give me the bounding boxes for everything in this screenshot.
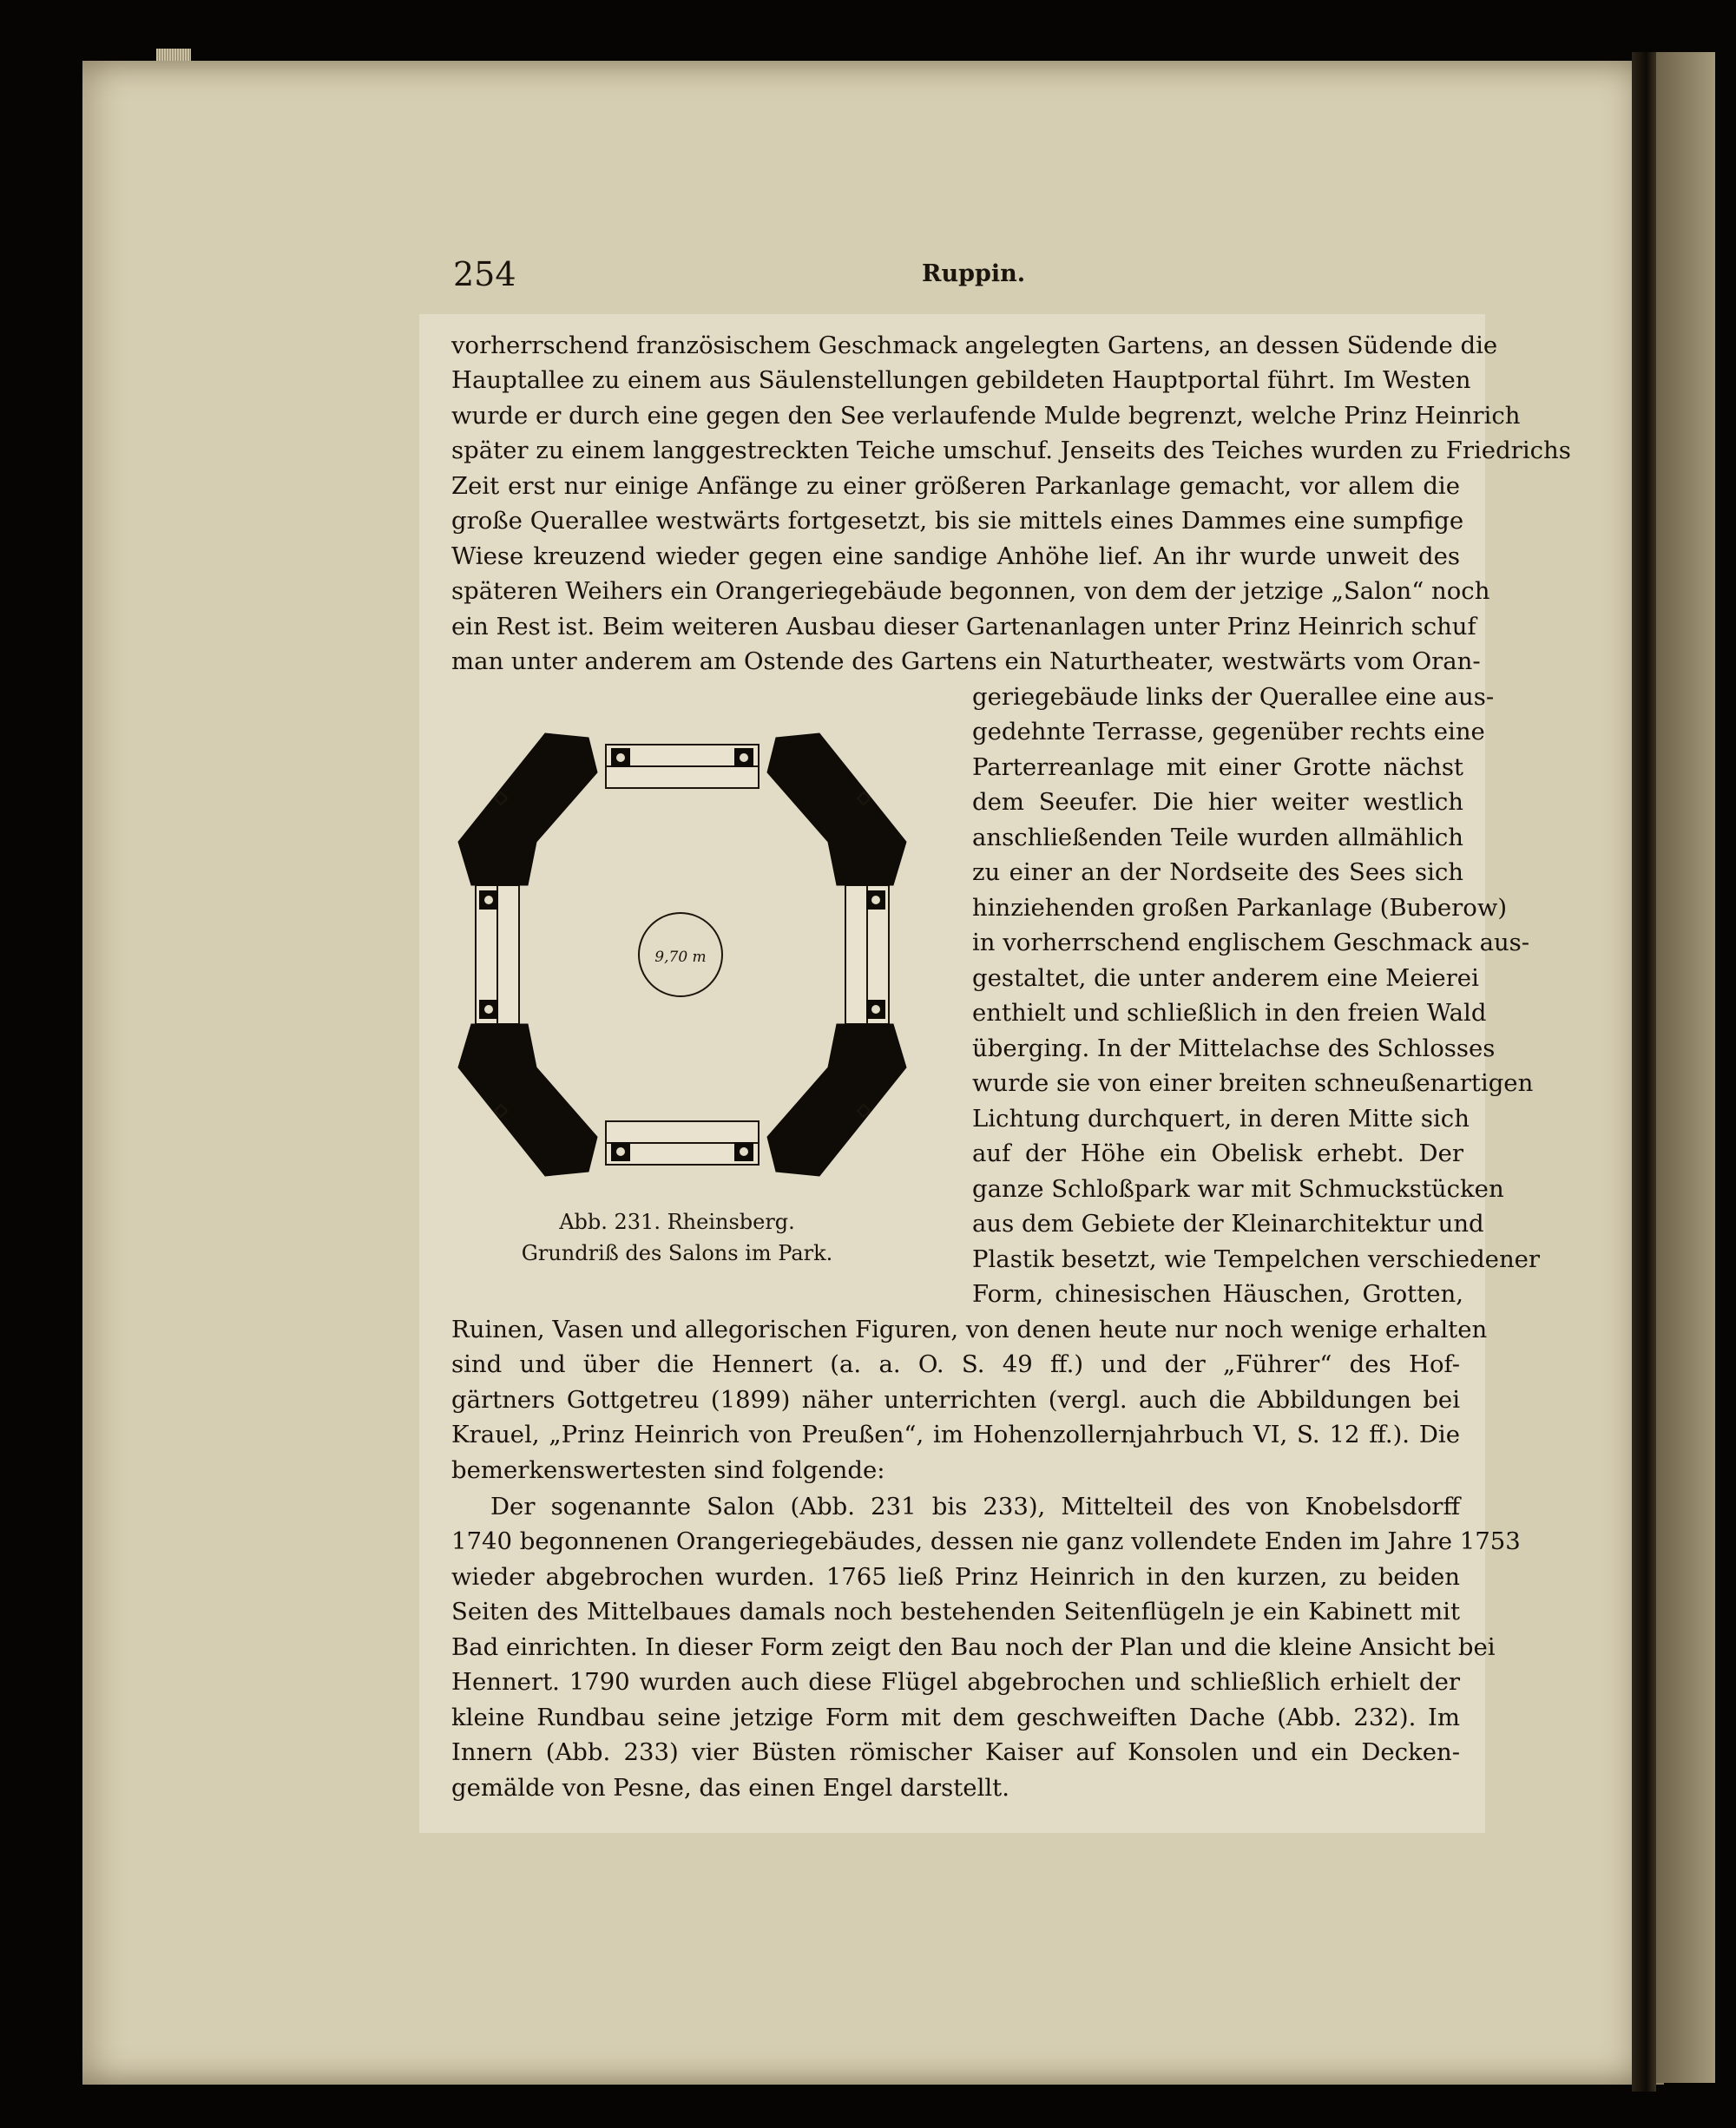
text-line: wurde er durch eine gegen den See verlaufende Mulde begrenzt, welche Prinz Heinrich (451, 402, 1521, 430)
text-line: gemälde von Pesne, das einen Engel darstellt. (451, 1774, 1009, 1802)
text-line: dem Seeufer. Die hier weiter westlich (972, 788, 1463, 816)
page-number: 254 (453, 255, 516, 293)
text-line: 1740 begonnenen Orangeriegebäudes, dessen nie ganz vollendete Enden im Jahre 1753 (451, 1527, 1521, 1555)
text-line: ganze Schloßpark war mit Schmuckstücken (972, 1175, 1504, 1203)
text-line: Hauptallee zu einem aus Säulenstellungen gebildeten Hauptportal führt. Im Westen (451, 366, 1471, 394)
text-line: Der sogenannte Salon (Abb. 231 bis 233), Mittelteil des von Knobelsdorff (490, 1493, 1460, 1520)
text-line: anschließenden Teile wurden allmählich (972, 824, 1463, 851)
text-line: zu einer an der Nordseite des Sees sich (972, 858, 1463, 886)
text-line: Zeit erst nur einige Anfänge zu einer größeren Parkanlage gemacht, vor allem die (451, 472, 1460, 500)
text-line: wieder abgebrochen wurden. 1765 ließ Prinz Heinrich in den kurzen, zu beiden (451, 1563, 1460, 1591)
figure-caption-line2: Grundriß des Salons im Park. (521, 1241, 833, 1265)
dimension-label: 9,70 m (654, 949, 707, 966)
text-line: hinziehenden großen Parkanlage (Buberow) (972, 894, 1508, 922)
text-line: kleine Rundbau seine jetzige Form mit dem geschweiften Dache (Abb. 232). Im (451, 1704, 1460, 1731)
text-line: in vorherrschend englischem Geschmack aus- (972, 929, 1530, 956)
text-line: überging. In der Mittelachse des Schlosses (972, 1034, 1496, 1062)
text-line: Form, chinesischen Häuschen, Grotten, (972, 1280, 1463, 1308)
text-line: man unter anderem am Ostende des Gartens ein Naturtheater, westwärts vom Oran- (451, 647, 1481, 675)
running-title: Ruppin. (922, 260, 1026, 287)
text-line: Ruinen, Vasen und allegorischen Figuren, von denen heute nur noch wenige erhalten (451, 1316, 1488, 1343)
salon-floor-plan-drawing (441, 712, 924, 1198)
text-line: ein Rest ist. Beim weiteren Ausbau dieser Gartenanlagen unter Prinz Heinrich schuf (451, 613, 1476, 640)
figure-caption-line1: Abb. 231. Rheinsberg. (559, 1210, 795, 1234)
text-line: aus dem Gebiete der Kleinarchitektur und (972, 1210, 1484, 1238)
text-line: Krauel, „Prinz Heinrich von Preußen“, im Hohenzollernjahrbuch VI, S. 12 ff.). Die (451, 1421, 1460, 1448)
text-line: Seiten des Mittelbaues damals noch bestehenden Seitenflügeln je ein Kabinett mit (451, 1598, 1460, 1626)
text-line: gestaltet, die unter anderem eine Meierei (972, 964, 1479, 992)
facing-page-edge (1656, 52, 1715, 2083)
text-line: Wiese kreuzend wieder gegen eine sandige Anhöhe lief. An ihr wurde unweit des (451, 542, 1460, 570)
text-line: vorherrschend französischem Geschmack angelegten Gartens, an dessen Südende die (451, 332, 1498, 359)
text-line: Parterreanlage mit einer Grotte nächst (972, 753, 1463, 781)
text-line: sind und über die Hennert (a. a. O. S. 49 ff.) und der „Führer“ des Hof- (451, 1350, 1460, 1378)
text-line: Innern (Abb. 233) vier Büsten römischer Kaiser auf Konsolen und ein Decken- (451, 1738, 1460, 1766)
text-line: gärtners Gottgetreu (1899) näher unterrichten (vergl. auch die Abbildungen bei (451, 1386, 1460, 1414)
text-line: wurde sie von einer breiten schneußenartigen (972, 1069, 1534, 1097)
text-line: Plastik besetzt, wie Tempelchen verschiedener (972, 1245, 1541, 1273)
text-line: geriegebäude links der Querallee eine aus- (972, 683, 1495, 711)
page-header (453, 255, 1460, 299)
book-gutter (1632, 52, 1656, 2092)
figure-floor-plan (441, 712, 924, 1198)
text-line: Bad einrichten. In dieser Form zeigt den Bau noch der Plan und die kleine Ansicht bei (451, 1633, 1496, 1661)
text-line: später zu einem langgestreckten Teiche umschuf. Jenseits des Teiches wurden zu Friedrichs (451, 437, 1571, 464)
text-line: auf der Höhe ein Obelisk erhebt. Der (972, 1140, 1463, 1167)
text-line: gedehnte Terrasse, gegenüber rechts eine (972, 718, 1485, 745)
text-line: Lichtung durchquert, in deren Mitte sich (972, 1105, 1470, 1133)
text-line: enthielt und schließlich in den freien Wald (972, 999, 1487, 1027)
text-line: große Querallee westwärts fortgesetzt, bis sie mittels eines Dammes eine sumpfige (451, 507, 1464, 535)
text-line: Hennert. 1790 wurden auch diese Flügel abgebrochen und schließlich erhielt der (451, 1668, 1460, 1696)
text-line: bemerkenswertesten sind folgende: (451, 1456, 885, 1484)
text-line: späteren Weihers ein Orangeriegebäude begonnen, von dem der jetzige „Salon“ noch (451, 577, 1490, 605)
